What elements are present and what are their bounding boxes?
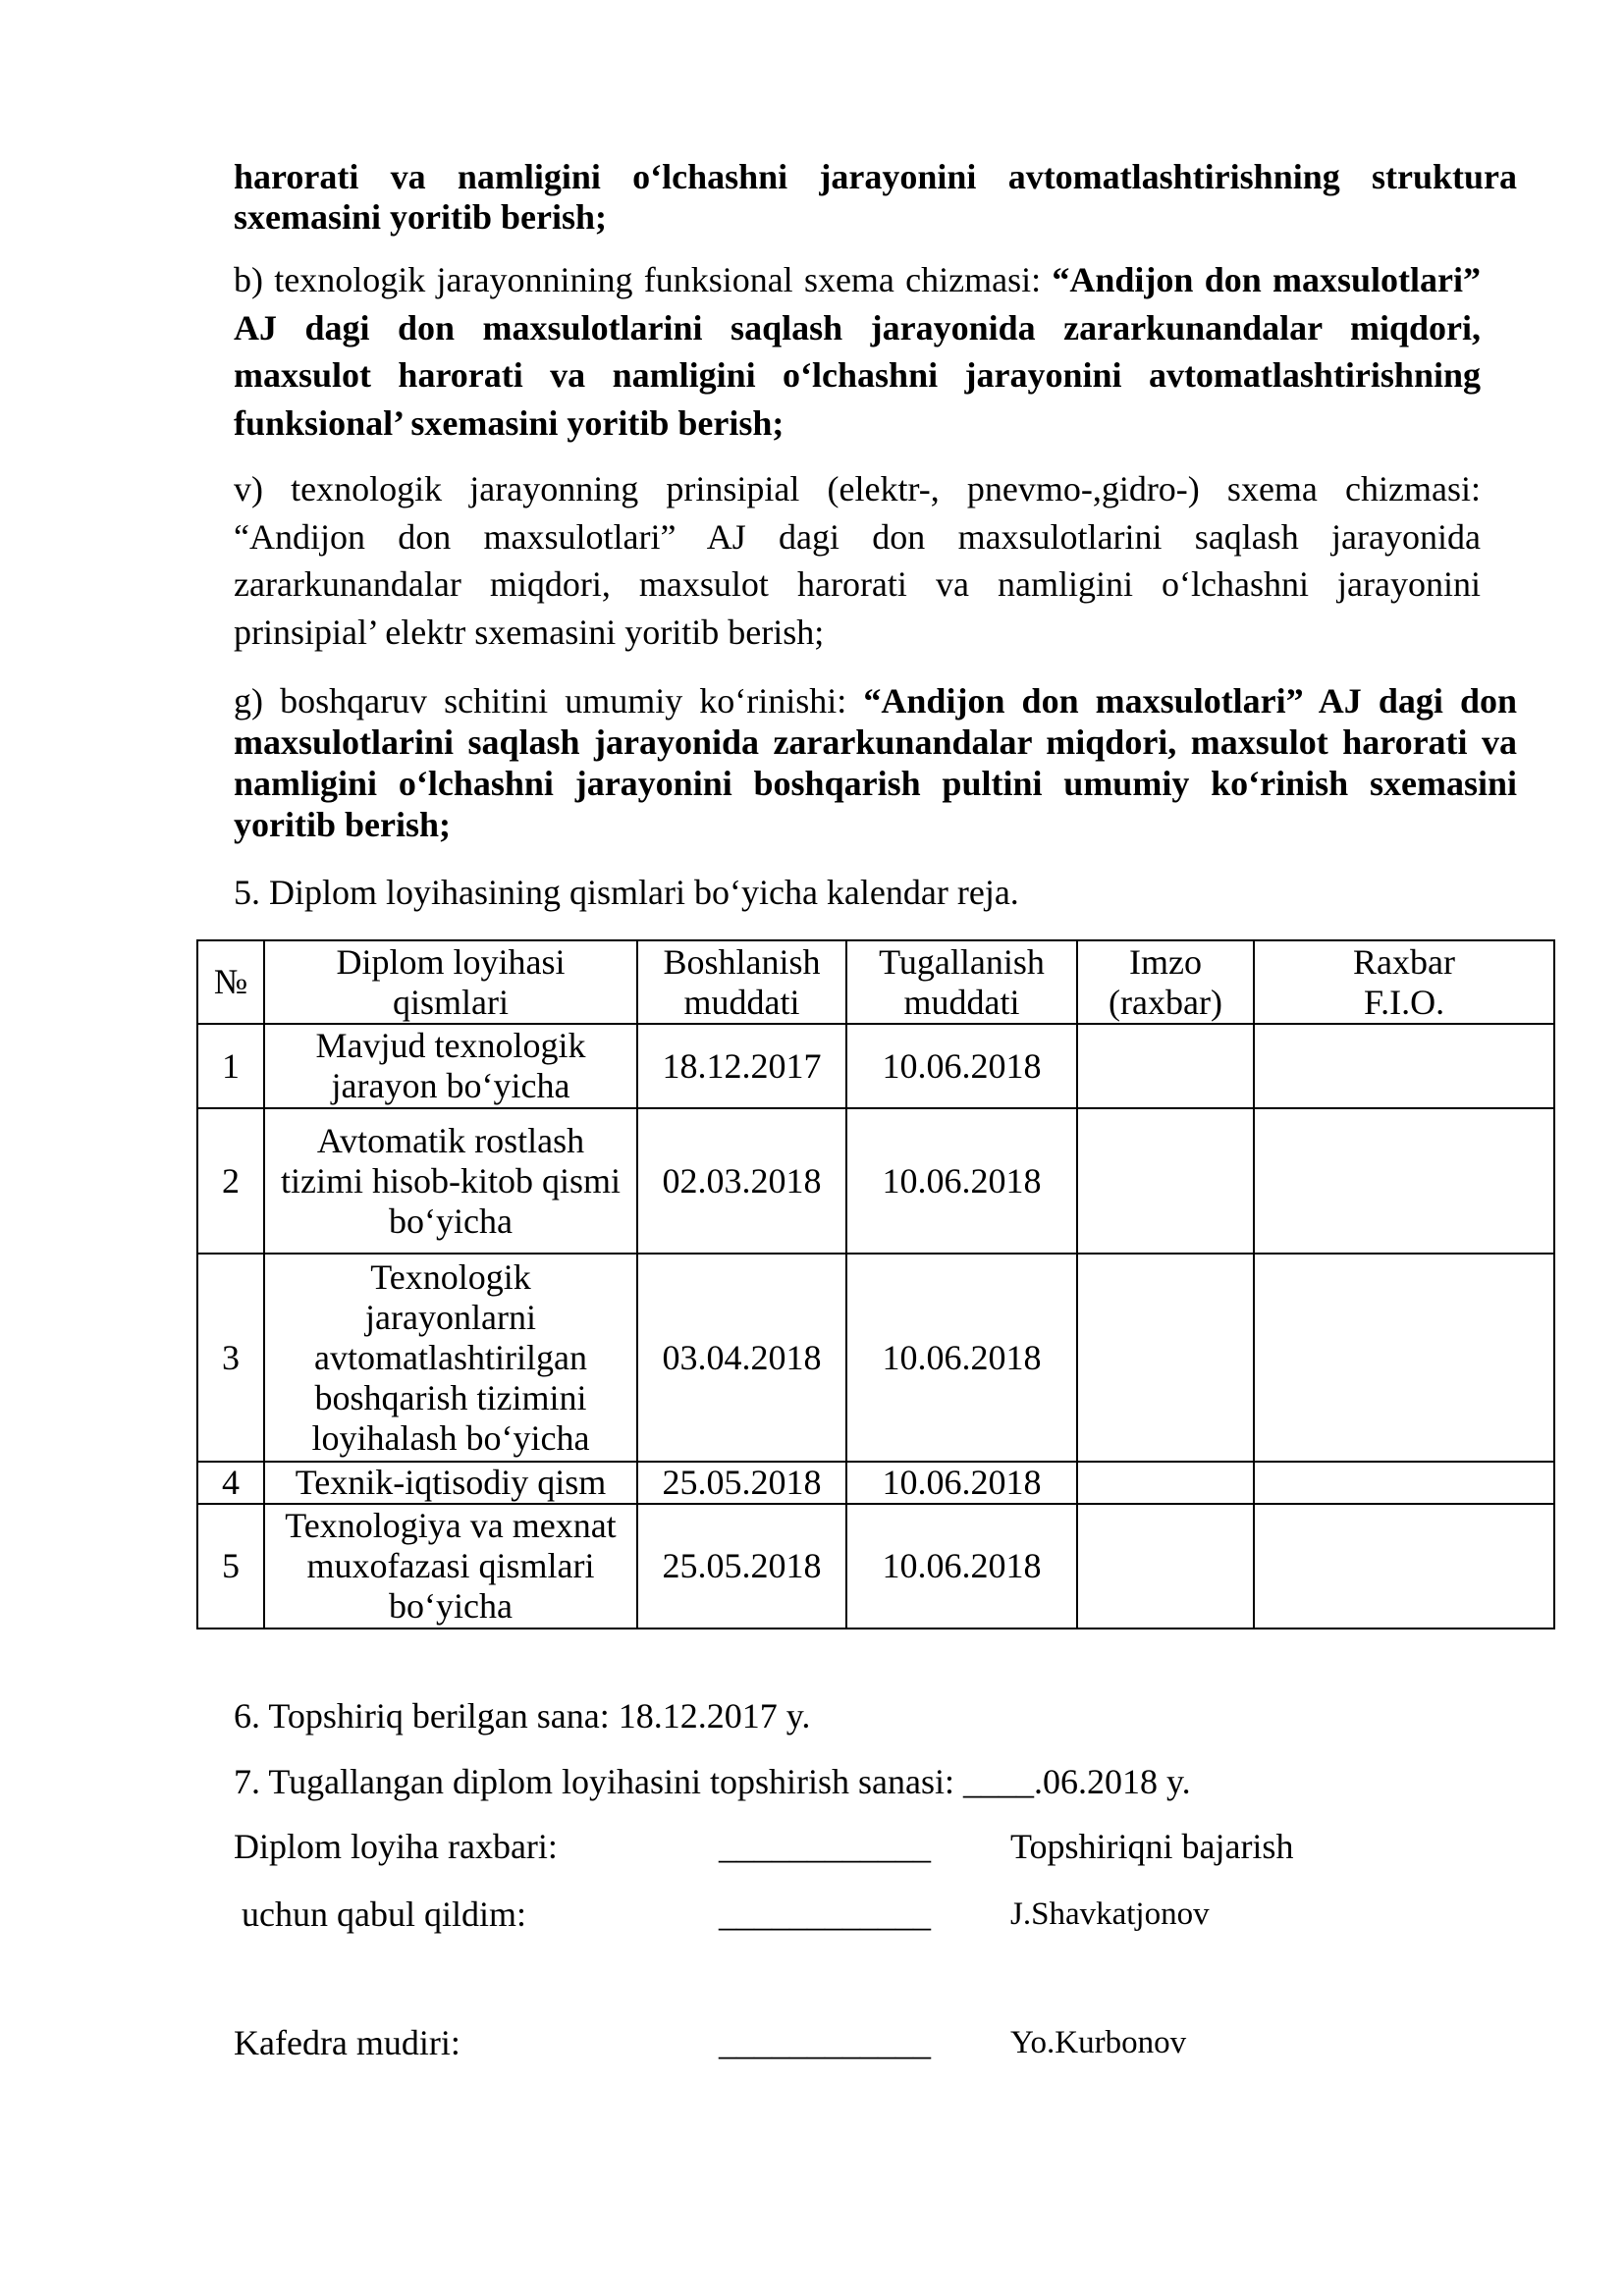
- table-header-supervisor: Raxbar F.I.O.: [1254, 940, 1554, 1024]
- paragraph-line: funksional’ sxemasini yoritib berish;: [234, 402, 785, 443]
- row-part-cell: Texnologiya va mexnat muxofazasi qismlari bo‘yicha: [264, 1504, 637, 1629]
- row-end-date: 10.06.2018: [846, 1504, 1077, 1629]
- row-number-cell: 1: [197, 1024, 264, 1108]
- row-part-cell: Texnologik jarayonlarni avtomatlashtirilgan boshqarish tizimini loyihalash bo‘yicha: [264, 1254, 637, 1462]
- item-b-label: b) texnologik jarayonnining funksional sxema chizmasi:: [234, 260, 1042, 299]
- item-g-control-panel: [234, 680, 1517, 845]
- paragraph-line: AJ dagi don maxsulotlarini saqlash jarayonida zararkunandalar miqdori,: [234, 307, 1481, 347]
- table-row: [197, 1108, 1554, 1254]
- calendar-plan-table: [196, 939, 1555, 1629]
- item-g-label: g) boshqaruv schitini umumiy ko‘rinishi:: [234, 681, 847, 721]
- paragraph-line: yoritib berish;: [234, 805, 451, 844]
- row-part-cell: Texnik-iqtisodiy qism: [264, 1462, 637, 1504]
- row-end-date: 10.06.2018: [846, 1024, 1077, 1108]
- signature-blank-line: ____________: [719, 2023, 931, 2062]
- row-supervisor-cell: [1254, 1254, 1554, 1462]
- item-6-issue-date: 6. Topshiriq berilgan sana: 18.12.2017 y.: [234, 1696, 811, 1735]
- item-g-bold-text: “Andijon don maxsulotlari” AJ dagi don: [863, 681, 1518, 721]
- paragraph-line: prinsipial’ elektr sxemasini yoritib berish;: [234, 612, 825, 652]
- table-header-row: [197, 940, 1554, 1024]
- row-end-date: 10.06.2018: [846, 1108, 1077, 1254]
- signature-blank-line: ____________: [719, 1827, 931, 1866]
- row-number-cell: 4: [197, 1462, 264, 1504]
- paragraph-line: sxemasini yoritib berish;: [234, 196, 608, 237]
- table-row: [197, 1462, 1554, 1504]
- row-part-cell: Mavjud texnologik jarayon bo‘yicha: [264, 1024, 637, 1108]
- row-start-date: 25.05.2018: [637, 1462, 846, 1504]
- row-number-cell: 5: [197, 1504, 264, 1629]
- item-b-bold-text: “Andijon don maxsulotlari”: [1052, 260, 1481, 299]
- row-supervisor-cell: [1254, 1504, 1554, 1629]
- row-start-date: 02.03.2018: [637, 1108, 846, 1254]
- signature-label: uchun qabul qildim:: [242, 1895, 526, 1934]
- paragraph-line: [234, 680, 1517, 721]
- row-end-date: 10.06.2018: [846, 1462, 1077, 1504]
- row-supervisor-cell: [1254, 1462, 1554, 1504]
- table-header-end: Tugallanish muddati: [846, 940, 1077, 1024]
- table-header-signature: Imzo (raxbar): [1077, 940, 1254, 1024]
- paragraph-line: v) texnologik jarayonning prinsipial (elektr-, pnevmo-,gidro-) sxema chizmasi:: [234, 469, 1481, 508]
- signature-blank-line: ____________: [719, 1895, 931, 1934]
- accepted-task-label: Topshiriqni bajarish: [1010, 1827, 1294, 1866]
- row-signature-cell: [1077, 1024, 1254, 1108]
- row-part-cell: Avtomatik rostlash tizimi hisob-kitob qismi bo‘yicha: [264, 1108, 637, 1254]
- row-supervisor-cell: [1254, 1024, 1554, 1108]
- paragraph-line: harorati va namligini o‘lchashni jarayonini avtomatlashtirishning struktura: [234, 157, 1517, 196]
- accepted-signature-row: [0, 1891, 1624, 1938]
- table-row: [197, 1254, 1554, 1462]
- item-7-submission-date: 7. Tugallangan diplom loyihasini topshirish sanasi: ____.06.2018 y.: [234, 1762, 1191, 1801]
- item-b-functional-diagram: [234, 256, 1481, 447]
- row-signature-cell: [1077, 1462, 1254, 1504]
- paragraph-line: “Andijon don maxsulotlari” AJ dagi don maxsulotlarini saqlash jarayonida: [234, 516, 1481, 557]
- table-header-number: №: [197, 940, 264, 1024]
- section-5-title: 5. Diplom loyihasining qismlari bo‘yicha kalendar reja.: [234, 873, 1019, 912]
- table-row: [197, 1024, 1554, 1108]
- paragraph-line: maxsulot harorati va namligini o‘lchashni jarayonini avtomatlashtirishning: [234, 355, 1481, 395]
- row-signature-cell: [1077, 1108, 1254, 1254]
- table-header-start: Boshlanish muddati: [637, 940, 846, 1024]
- row-end-date: 10.06.2018: [846, 1254, 1077, 1462]
- row-start-date: 18.12.2017: [637, 1024, 846, 1108]
- table-header-part: Diplom loyihasi qismlari: [264, 940, 637, 1024]
- table-row: [197, 1504, 1554, 1629]
- item-v-principal-diagram: [234, 465, 1481, 656]
- row-number-cell: 2: [197, 1108, 264, 1254]
- supervisor-signature-row: [0, 1823, 1624, 1870]
- row-supervisor-cell: [1254, 1108, 1554, 1254]
- signature-label: Kafedra mudiri:: [234, 2023, 460, 2062]
- item-a-continuation: [234, 157, 1517, 237]
- row-number-cell: 3: [197, 1254, 264, 1462]
- row-signature-cell: [1077, 1254, 1254, 1462]
- row-signature-cell: [1077, 1504, 1254, 1629]
- paragraph-line: namligini o‘lchashni jarayonini boshqarish pultini umumiy ko‘rinish sxemasini: [234, 764, 1517, 803]
- department-head-signature-row: [0, 2019, 1624, 2066]
- signatory-name: Yo.Kurbonov: [1010, 2025, 1187, 2060]
- signature-label: Diplom loyiha raxbari:: [234, 1827, 558, 1866]
- paragraph-line: [234, 256, 1481, 304]
- row-start-date: 25.05.2018: [637, 1504, 846, 1629]
- paragraph-line: zararkunandalar miqdori, maxsulot harorati va namligini o‘lchashni jarayonini: [234, 564, 1481, 604]
- paragraph-line: maxsulotlarini saqlash jarayonida zararkunandalar miqdori, maxsulot harorati va: [234, 722, 1517, 762]
- signatory-name: J.Shavkatjonov: [1010, 1896, 1210, 1932]
- row-start-date: 03.04.2018: [637, 1254, 846, 1462]
